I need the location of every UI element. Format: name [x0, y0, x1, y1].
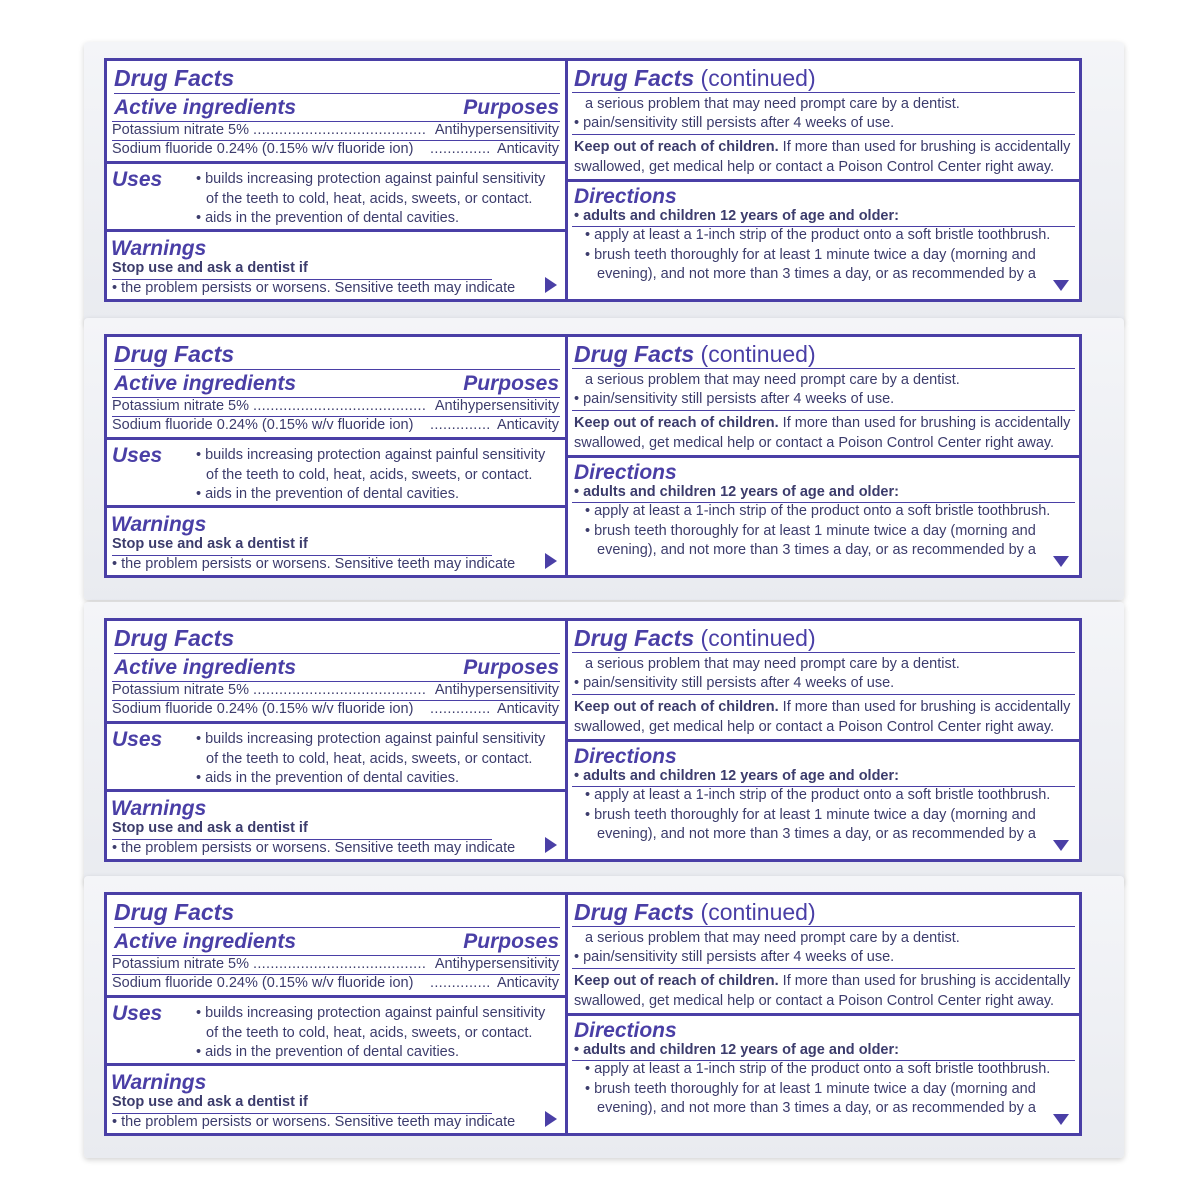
ingredient-purpose: Anticavity	[496, 975, 559, 991]
leader-dots: ..............	[430, 417, 491, 433]
leader-dots: ........................................	[253, 122, 427, 138]
directions-age: • adults and children 12 years of age and older:	[574, 1042, 899, 1058]
uses-line: of the teeth to cold, heat, acids, sweets, or contact.	[206, 467, 533, 483]
keep-out-rest: If more than used for brushing is accidentally	[782, 415, 1071, 431]
triangle-down-icon	[1053, 280, 1069, 291]
ingredient-purpose: Antihypersensitivity	[434, 682, 559, 698]
divider	[572, 92, 1075, 93]
triangle-right-icon	[545, 837, 557, 853]
active-ingredients-heading: Active ingredients	[114, 930, 297, 953]
divider	[572, 926, 1075, 927]
section-divider	[568, 1013, 1079, 1016]
continued-line: • pain/sensitivity still persists after 4 weeks of use.	[574, 675, 895, 691]
directions-line: • apply at least a 1-inch strip of the product onto a soft bristle toothbrush.	[585, 503, 1051, 519]
directions-age: • adults and children 12 years of age and older:	[574, 768, 899, 784]
uses-heading: Uses	[112, 168, 163, 191]
toothpaste-carton	[84, 318, 1124, 600]
drug-facts-title: Drug Facts	[114, 341, 235, 367]
drug-facts-continued-section	[568, 337, 1079, 575]
ingredient-purpose: Anticavity	[496, 141, 559, 157]
section-divider	[107, 505, 565, 508]
drug-facts-continued-section	[568, 61, 1079, 299]
active-ingredients-heading: Active ingredients	[114, 372, 297, 395]
continued-title: Drug Facts (continued)	[574, 625, 816, 651]
drug-facts-left-section	[107, 337, 568, 575]
continued-title: Drug Facts (continued)	[574, 65, 816, 91]
leader-dots: ........................................	[253, 956, 427, 972]
section-divider	[107, 161, 565, 164]
divider	[572, 134, 1075, 135]
ingredient-name: Potassium nitrate 5%	[112, 956, 250, 972]
section-divider	[568, 179, 1079, 182]
warning-bullet: • the problem persists or worsens. Sensitive teeth may indicate	[112, 840, 516, 856]
uses-line: of the teeth to cold, heat, acids, sweets, or contact.	[206, 191, 533, 207]
keep-out-rest: If more than used for brushing is accidentally	[782, 973, 1071, 989]
directions-age: • adults and children 12 years of age and older:	[574, 484, 899, 500]
divider	[572, 694, 1075, 695]
uses-line: • aids in the prevention of dental cavities.	[196, 486, 460, 502]
stop-use-text: Stop use and ask a dentist if	[112, 260, 308, 276]
keep-out-text	[574, 700, 1070, 715]
toothpaste-carton	[84, 876, 1124, 1158]
divider	[572, 652, 1075, 653]
triangle-right-icon	[545, 1111, 557, 1127]
drug-facts-title: Drug Facts	[114, 625, 235, 651]
section-divider	[568, 739, 1079, 742]
directions-line: evening), and not more than 3 times a day, or as recommended by a	[597, 542, 1037, 558]
keep-out-text	[574, 974, 1070, 989]
continued-line: • pain/sensitivity still persists after 4 weeks of use.	[574, 115, 895, 131]
keep-out-bold: Keep out of reach of children.	[574, 973, 779, 989]
triangle-down-icon	[1053, 1114, 1069, 1125]
divider	[114, 927, 560, 928]
keep-out-bold: Keep out of reach of children.	[574, 699, 779, 715]
triangle-down-icon	[1053, 556, 1069, 567]
leader-dots: ..............	[430, 141, 491, 157]
active-ingredients-heading: Active ingredients	[114, 656, 297, 679]
section-divider	[107, 721, 565, 724]
warnings-heading: Warnings	[111, 237, 207, 260]
divider	[572, 410, 1075, 411]
continued-suffix: (continued)	[700, 625, 816, 651]
stop-use-text: Stop use and ask a dentist if	[112, 536, 308, 552]
directions-line: • brush teeth thoroughly for at least 1 minute twice a day (morning and	[585, 807, 1036, 823]
keep-out-text	[574, 140, 1070, 155]
uses-heading: Uses	[112, 1002, 163, 1025]
keep-out-rest: If more than used for brushing is accidentally	[782, 699, 1071, 715]
keep-out-bold: Keep out of reach of children.	[574, 415, 779, 431]
drug-facts-panel	[104, 618, 1082, 862]
uses-line: of the teeth to cold, heat, acids, sweets, or contact.	[206, 1025, 533, 1041]
ingredient-purpose: Anticavity	[496, 417, 559, 433]
uses-line: • aids in the prevention of dental cavities.	[196, 210, 460, 226]
section-divider	[107, 995, 565, 998]
warnings-heading: Warnings	[111, 1071, 207, 1094]
keep-out-line: swallowed, get medical help or contact a Poison Control Center right away.	[574, 159, 1055, 175]
warning-bullet: • the problem persists or worsens. Sensitive teeth may indicate	[112, 1114, 516, 1130]
continued-line: a serious problem that may need prompt care by a dentist.	[585, 656, 960, 672]
divider	[114, 369, 560, 370]
stop-use-text: Stop use and ask a dentist if	[112, 1094, 308, 1110]
directions-line: • brush teeth thoroughly for at least 1 minute twice a day (morning and	[585, 523, 1036, 539]
uses-line: • builds increasing protection against painful sensitivity	[196, 447, 546, 463]
drug-facts-left-section	[107, 895, 568, 1133]
drug-facts-title: Drug Facts	[114, 65, 235, 91]
purposes-heading: Purposes	[463, 656, 559, 679]
drug-facts-panel	[104, 334, 1082, 578]
ingredient-purpose: Antihypersensitivity	[434, 398, 559, 414]
purposes-heading: Purposes	[463, 930, 559, 953]
uses-line: • aids in the prevention of dental cavities.	[196, 770, 460, 786]
triangle-right-icon	[545, 553, 557, 569]
warning-bullet: • the problem persists or worsens. Sensitive teeth may indicate	[112, 556, 516, 572]
continued-suffix: (continued)	[700, 341, 816, 367]
continued-title: Drug Facts (continued)	[574, 341, 816, 367]
directions-line: evening), and not more than 3 times a day, or as recommended by a	[597, 826, 1037, 842]
directions-heading: Directions	[574, 461, 677, 484]
divider	[572, 368, 1075, 369]
ingredient-name: Potassium nitrate 5%	[112, 122, 250, 138]
ingredient-purpose: Antihypersensitivity	[434, 122, 559, 138]
keep-out-line: swallowed, get medical help or contact a Poison Control Center right away.	[574, 435, 1055, 451]
uses-line: of the teeth to cold, heat, acids, sweets, or contact.	[206, 751, 533, 767]
divider	[114, 653, 560, 654]
directions-heading: Directions	[574, 185, 677, 208]
drug-facts-title: Drug Facts	[114, 899, 235, 925]
ingredient-name: Potassium nitrate 5%	[112, 682, 250, 698]
directions-line: • apply at least a 1-inch strip of the product onto a soft bristle toothbrush.	[585, 227, 1051, 243]
ingredient-name: Sodium fluoride 0.24% (0.15% w/v fluoride ion)	[112, 141, 414, 157]
directions-line: • brush teeth thoroughly for at least 1 minute twice a day (morning and	[585, 1081, 1036, 1097]
directions-heading: Directions	[574, 1019, 677, 1042]
stop-use-text: Stop use and ask a dentist if	[112, 820, 308, 836]
warnings-heading: Warnings	[111, 797, 207, 820]
section-divider	[107, 229, 565, 232]
drug-facts-left-section	[107, 621, 568, 859]
leader-dots: ..............	[430, 975, 491, 991]
triangle-right-icon	[545, 277, 557, 293]
ingredient-purpose: Antihypersensitivity	[434, 956, 559, 972]
drug-facts-panel	[104, 58, 1082, 302]
purposes-heading: Purposes	[463, 96, 559, 119]
toothpaste-carton	[84, 602, 1124, 884]
section-divider	[107, 789, 565, 792]
keep-out-line: swallowed, get medical help or contact a Poison Control Center right away.	[574, 719, 1055, 735]
keep-out-text	[574, 416, 1070, 431]
leader-dots: ..............	[430, 701, 491, 717]
leader-dots: ........................................	[253, 398, 427, 414]
keep-out-rest: If more than used for brushing is accidentally	[782, 139, 1071, 155]
warning-bullet: • the problem persists or worsens. Sensitive teeth may indicate	[112, 280, 516, 296]
uses-line: • aids in the prevention of dental cavities.	[196, 1044, 460, 1060]
active-ingredients-heading: Active ingredients	[114, 96, 297, 119]
purposes-heading: Purposes	[463, 372, 559, 395]
directions-heading: Directions	[574, 745, 677, 768]
ingredient-name: Sodium fluoride 0.24% (0.15% w/v fluoride ion)	[112, 975, 414, 991]
continued-title: Drug Facts (continued)	[574, 899, 816, 925]
uses-line: • builds increasing protection against painful sensitivity	[196, 171, 546, 187]
continued-suffix: (continued)	[700, 65, 816, 91]
directions-line: • brush teeth thoroughly for at least 1 minute twice a day (morning and	[585, 247, 1036, 263]
uses-heading: Uses	[112, 444, 163, 467]
continued-line: • pain/sensitivity still persists after 4 weeks of use.	[574, 949, 895, 965]
ingredient-name: Sodium fluoride 0.24% (0.15% w/v fluoride ion)	[112, 701, 414, 717]
continued-line: • pain/sensitivity still persists after 4 weeks of use.	[574, 391, 895, 407]
uses-heading: Uses	[112, 728, 163, 751]
drug-facts-continued-section	[568, 621, 1079, 859]
continued-line: a serious problem that may need prompt care by a dentist.	[585, 372, 960, 388]
continued-line: a serious problem that may need prompt care by a dentist.	[585, 930, 960, 946]
uses-line: • builds increasing protection against painful sensitivity	[196, 731, 546, 747]
ingredient-name: Potassium nitrate 5%	[112, 398, 250, 414]
section-divider	[107, 1063, 565, 1066]
section-divider	[107, 437, 565, 440]
drug-facts-left-section	[107, 61, 568, 299]
continued-suffix: (continued)	[700, 899, 816, 925]
ingredient-name: Sodium fluoride 0.24% (0.15% w/v fluoride ion)	[112, 417, 414, 433]
divider	[572, 968, 1075, 969]
continued-line: a serious problem that may need prompt care by a dentist.	[585, 96, 960, 112]
drug-facts-panel	[104, 892, 1082, 1136]
warnings-heading: Warnings	[111, 513, 207, 536]
leader-dots: ........................................	[253, 682, 427, 698]
triangle-down-icon	[1053, 840, 1069, 851]
toothpaste-carton	[84, 42, 1124, 324]
keep-out-line: swallowed, get medical help or contact a Poison Control Center right away.	[574, 993, 1055, 1009]
drug-facts-continued-section	[568, 895, 1079, 1133]
directions-age: • adults and children 12 years of age and older:	[574, 208, 899, 224]
uses-line: • builds increasing protection against painful sensitivity	[196, 1005, 546, 1021]
directions-line: evening), and not more than 3 times a day, or as recommended by a	[597, 266, 1037, 282]
directions-line: • apply at least a 1-inch strip of the product onto a soft bristle toothbrush.	[585, 787, 1051, 803]
keep-out-bold: Keep out of reach of children.	[574, 139, 779, 155]
ingredient-purpose: Anticavity	[496, 701, 559, 717]
divider	[114, 93, 560, 94]
section-divider	[568, 455, 1079, 458]
directions-line: • apply at least a 1-inch strip of the product onto a soft bristle toothbrush.	[585, 1061, 1051, 1077]
directions-line: evening), and not more than 3 times a day, or as recommended by a	[597, 1100, 1037, 1116]
